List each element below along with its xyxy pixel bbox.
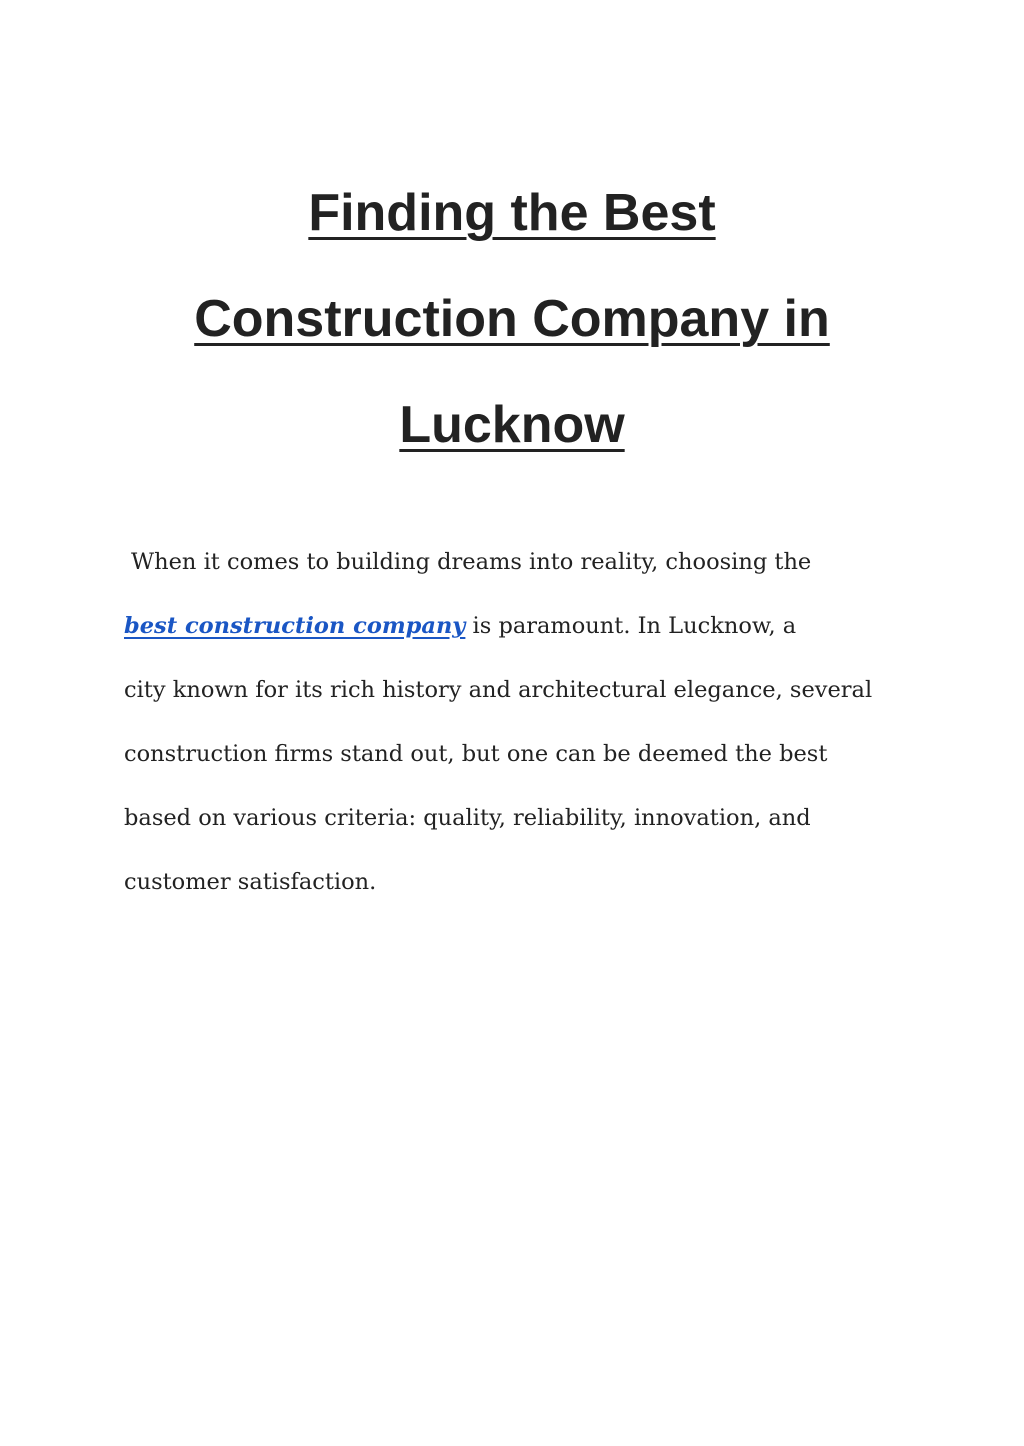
title-line-3-text: Lucknow [399, 396, 625, 454]
title-line-2-text: Construction Company in [194, 290, 830, 348]
title-line-1-text: Finding the Best [308, 184, 716, 242]
best-construction-company-link[interactable]: best construction company [124, 613, 466, 639]
paragraph-line-3: city known for its rich history and architectural elegance, several [124, 677, 873, 703]
paragraph-line-1: When it comes to building dreams into reality, choosing the [131, 549, 812, 575]
title-line-1 [0, 160, 1024, 266]
intro-paragraph [124, 530, 904, 914]
paragraph-line-4: construction firms stand out, but one can be deemed the best [124, 741, 828, 767]
paragraph-line-2-text: is paramount. In Lucknow, a [465, 613, 797, 639]
paragraph-line-2 [124, 594, 904, 658]
page-title [0, 160, 1024, 478]
title-line-2 [0, 266, 1024, 372]
paragraph-line-5: based on various criteria: quality, reliability, innovation, and [124, 805, 811, 831]
title-line-3 [0, 372, 1024, 478]
paragraph-line-6: customer satisfaction. [124, 869, 377, 895]
